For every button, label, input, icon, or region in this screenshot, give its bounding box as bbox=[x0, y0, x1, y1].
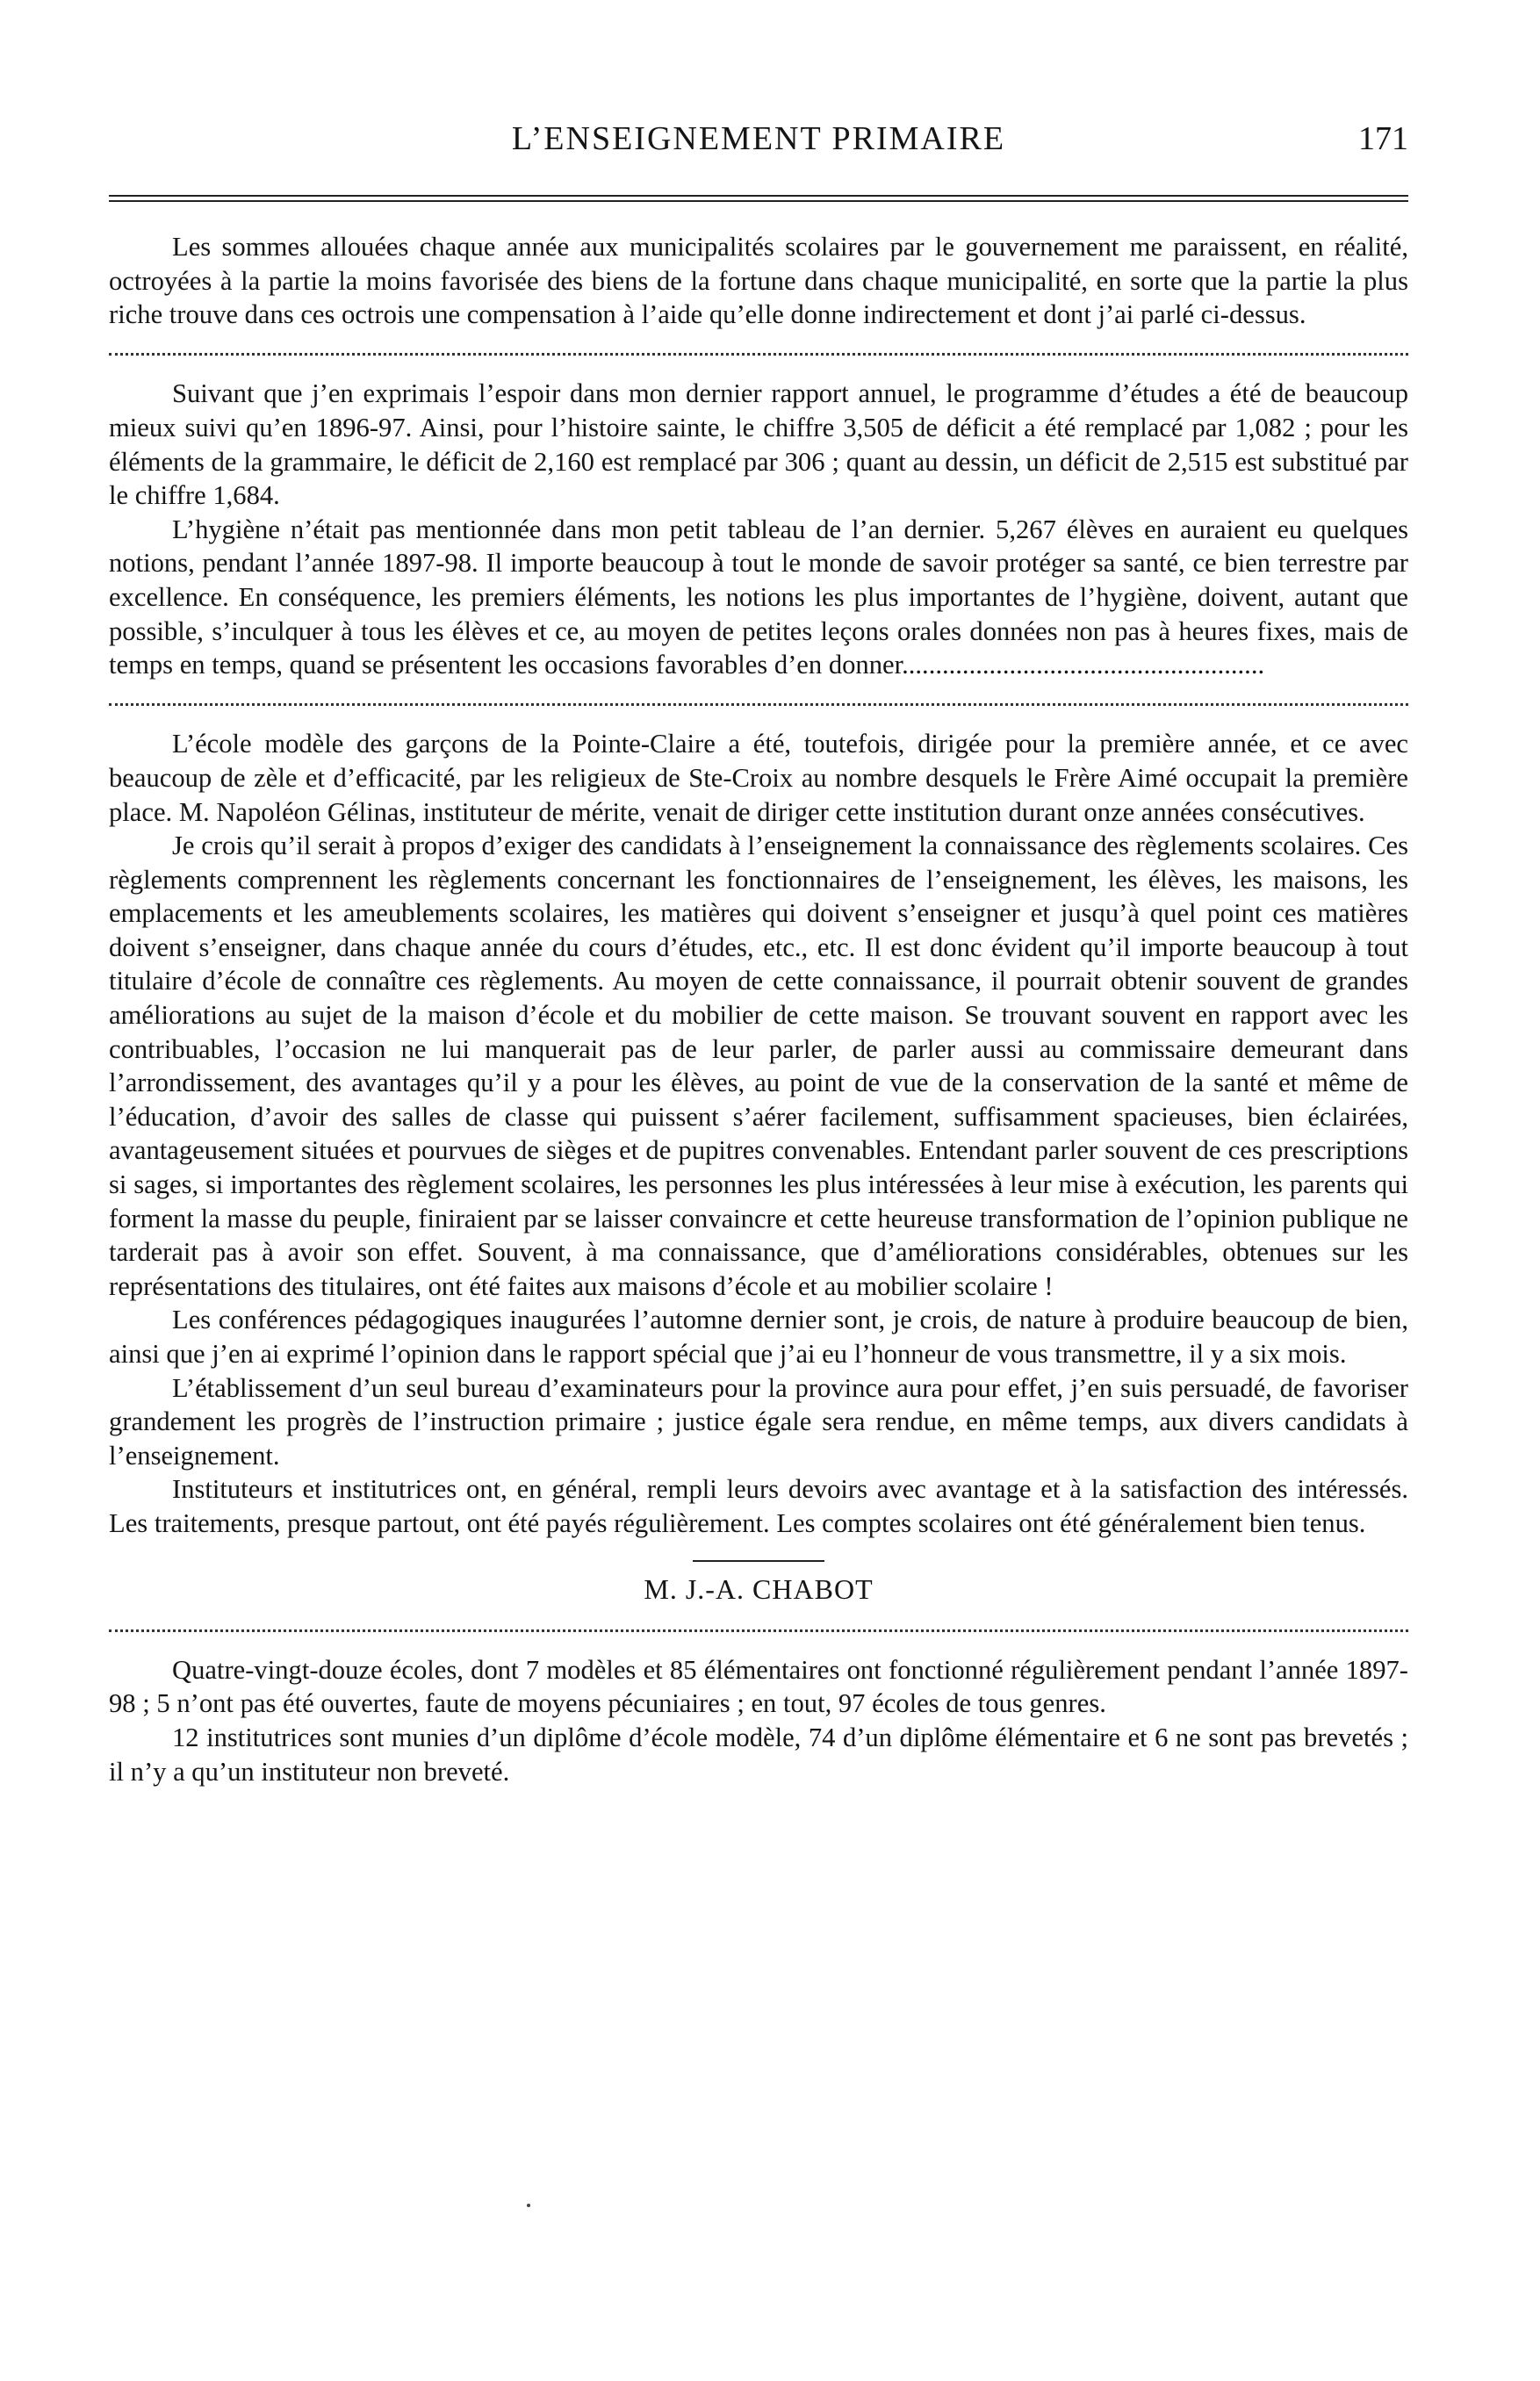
paragraph: L’hygiène n’était pas mentionnée dans mon petit tableau de l’an dernier. 5,267 élèves en auraient eu quelques notions, pendant l’année 1897-98. Il importe beaucoup à tout le monde de savoir protéger sa santé, ce bien terrestre par excellence. En conséquence, les premiers éléments, les notions les plus importantes de l’hygiène, doivent, autant que possible, s’inculquer à tous les élèves et ce, au moyen de petites leçons orales données non pas à heures fixes, mais de temps en temps, quand se présentent les occasions favorables d’en donner...................................................... bbox=[109, 514, 1408, 680]
page-body bbox=[109, 230, 1408, 1788]
dotted-separator bbox=[109, 1595, 1408, 1632]
section-rule bbox=[693, 1560, 824, 1562]
paragraph: Quatre-vingt-douze écoles, dont 7 modèles et 85 élémentaires ont fonctionné régulièrement pendant l’année 1897-98 ; 5 n’ont pas été ouvertes, faute de moyens pécuniaires ; en tout, 97 écoles de tous genres. bbox=[109, 1654, 1408, 1719]
running-title: L’ENSEIGNEMENT PRIMAIRE bbox=[511, 120, 1006, 157]
paragraph: Les conférences pédagogiques inaugurées l’automne dernier sont, je crois, de nature à produire beaucoup de bien, ainsi que j’en ai exprimé l’opinion dans le rapport spécial que j’ai eu l’honneur de vous transmettre, il y a six mois. bbox=[109, 1305, 1408, 1369]
paragraph: L’école modèle des garçons de la Pointe-Claire a été, toutefois, dirigée pour la première année, et ce avec beaucoup de zèle et d’efficacité, par les religieux de Ste-Croix au nombre desquels le Frère Aimé occupait la première place. M. Napoléon Gélinas, instituteur de mérite, venait de diriger cette institution durant onze années consécutives. bbox=[109, 729, 1408, 827]
header-rule bbox=[109, 195, 1408, 202]
paragraph: L’établissement d’un seul bureau d’examinateurs pour la province aura pour effet, j’en suis persuadé, de favoriser grandement les progrès de l’instruction primaire ; justice égale sera rendue, en même temps, aux divers candidats à l’enseignement. bbox=[109, 1372, 1408, 1471]
dotted-separator bbox=[109, 320, 1408, 356]
page-number: 171 bbox=[1358, 120, 1408, 157]
section-title: M. J.-A. CHABOT bbox=[644, 1572, 874, 1605]
paragraph: Suivant que j’en exprimais l’espoir dans mon dernier rapport annuel, le programme d’études a été de beaucoup mieux suivi qu’en 1896-97. Ainsi, pour l’histoire sainte, le chiffre 3,505 de déficit a été remplacé par 1,082 ; pour les éléments de la grammaire, le déficit de 2,160 est remplacé par 306 ; quant au dessin, un déficit de 2,515 est substitué par le chiffre 1,684. bbox=[109, 378, 1408, 511]
paragraph: 12 institutrices sont munies d’un diplôme d’école modèle, 74 d’un diplôme élémentaire et 6 ne sont pas brevetés ; il n’y a qu’un instituteur non breveté. bbox=[109, 1722, 1408, 1787]
page-header bbox=[109, 119, 1408, 172]
paragraph: Instituteurs et institutrices ont, en général, rempli leurs devoirs avec avantage et à la satisfaction des intéressés. Les traitements, presque partout, ont été payés régulièrement. Les comptes scolaires ont été généralement bien tenus. bbox=[109, 1474, 1408, 1538]
dotted-separator bbox=[109, 670, 1408, 707]
stray-dot-mark bbox=[527, 2204, 530, 2207]
paragraph: Les sommes allouées chaque année aux municipalités scolaires par le gouvernement me paraissent, en réalité, octroyées à la partie la moins favorisée des biens de la fortune dans chaque municipalité, en sorte que la partie la plus riche trouve dans ces octrois une compensation à l’aide qu’elle donne indirectement et dont j’ai parlé ci-dessus. bbox=[109, 232, 1408, 330]
paragraph: Je crois qu’il serait à propos d’exiger des candidats à l’enseignement la connaissance des règlements scolaires. Ces règlements comprennent les règlements concernant les fonctionnaires de l’enseignement, les élèves, les maisons, les emplacements et les ameublements scolaires, les matières qui doivent s’enseigner et jusqu’à quel point ces matières doivent s’enseigner, dans chaque année du cours d’études, etc., etc. Il est donc évident qu’il importe beaucoup à tout titulaire d’école de connaître ces règlements. Au moyen de cette connaissance, il pourrait obtenir souvent de grandes améliorations au sujet de la maison d’école et du mobilier de cette maison. Se trouvant souvent en rapport avec les contribuables, l’occasion ne lui manquerait pas de leur parler, de parler aussi au commissaire demeurant dans l’arrondissement, des avantages qu’il y a pour les élèves, au point de vue de la conservation de la santé et même de l’éducation, d’avoir des salles de classe qui puissent s’aérer facilement, suffisamment spacieuses, bien éclairées, avantageusement situées et pourvues de sièges et de pupitres convenables. Entendant parler souvent de ces prescriptions si sages, si importantes des règlement scolaires, les personnes les plus intéressées à leur mise à exécution, les parents qui forment la masse du peuple, finiraient par se laisser convaincre et cette heureuse transformation de l’opinion publique ne tarderait pas à avoir son effet. Souvent, à ma connaissance, que d’améliorations considérables, obtenues sur les représentations des titulaires, ont été faites aux maisons d’école et au mobilier scolaire ! bbox=[109, 831, 1408, 1301]
